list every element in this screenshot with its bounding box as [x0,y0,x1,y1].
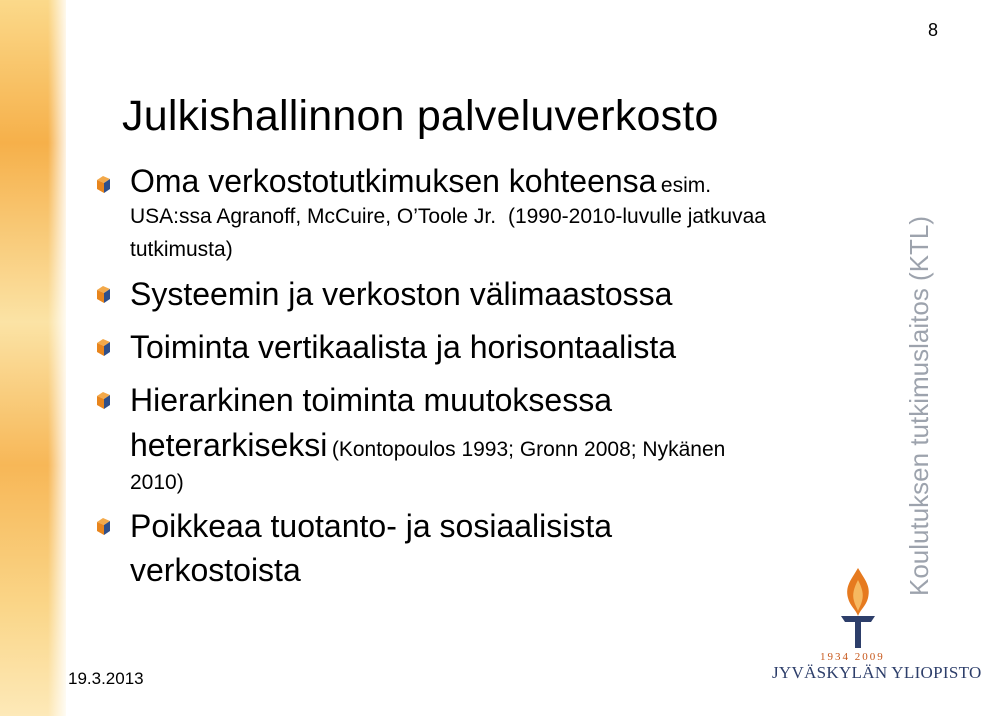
bullet-icon [97,339,110,356]
bullet-4-text-2: heterarkiseksi [130,427,328,463]
bullet-4-references: (Kontopoulos 1993; Gronn 2008; Nykänen [331,438,726,461]
bullet-1-authors: USA:ssa Agranoff, McCuire, O’Toole Jr. [130,205,497,228]
left-decorative-band [0,0,66,716]
bullet-4-references-2: 2010) [130,471,184,494]
bullet-1-line2 [130,205,766,229]
bullet-2-text: Systeemin ja verkoston välimaastossa [130,276,673,312]
side-text-institute: Koulutuksen tutkimuslaitos (KTL) [904,215,934,596]
bullet-5-text: Poikkeaa tuotanto- ja sosiaalisista [130,508,613,544]
bullet-1-note: esim. [660,174,712,197]
bullet-3-text: Toiminta vertikaalista ja horisontaalista [130,329,677,365]
logo-years: 1934 2009 [820,651,885,663]
page-number: 8 [927,20,938,40]
bullet-5-text-2: verkostoista [130,552,301,588]
torch-icon [835,566,881,652]
bullet-1 [130,163,711,200]
bullet-icon [97,518,110,535]
bullet-1-period: (1990-2010-luvulle jatkuvaa [507,205,766,228]
bullet-icon [97,286,110,303]
bullet-icon [97,176,110,193]
bullet-4-text: Hierarkinen toiminta muutoksessa [130,382,612,418]
bullet-1-text: Oma verkostotutkimuksen kohteensa [130,163,657,199]
bullet-icon [97,392,110,409]
bullet-1-line3: tutkimusta) [130,238,233,261]
bullet-4-line2 [130,427,725,464]
slide-title: Julkishallinnon palveluverkosto [122,92,719,140]
logo-university-name: JYVÄSKYLÄN YLIOPISTO [772,663,982,682]
footer-date: 19.3.2013 [68,669,144,688]
